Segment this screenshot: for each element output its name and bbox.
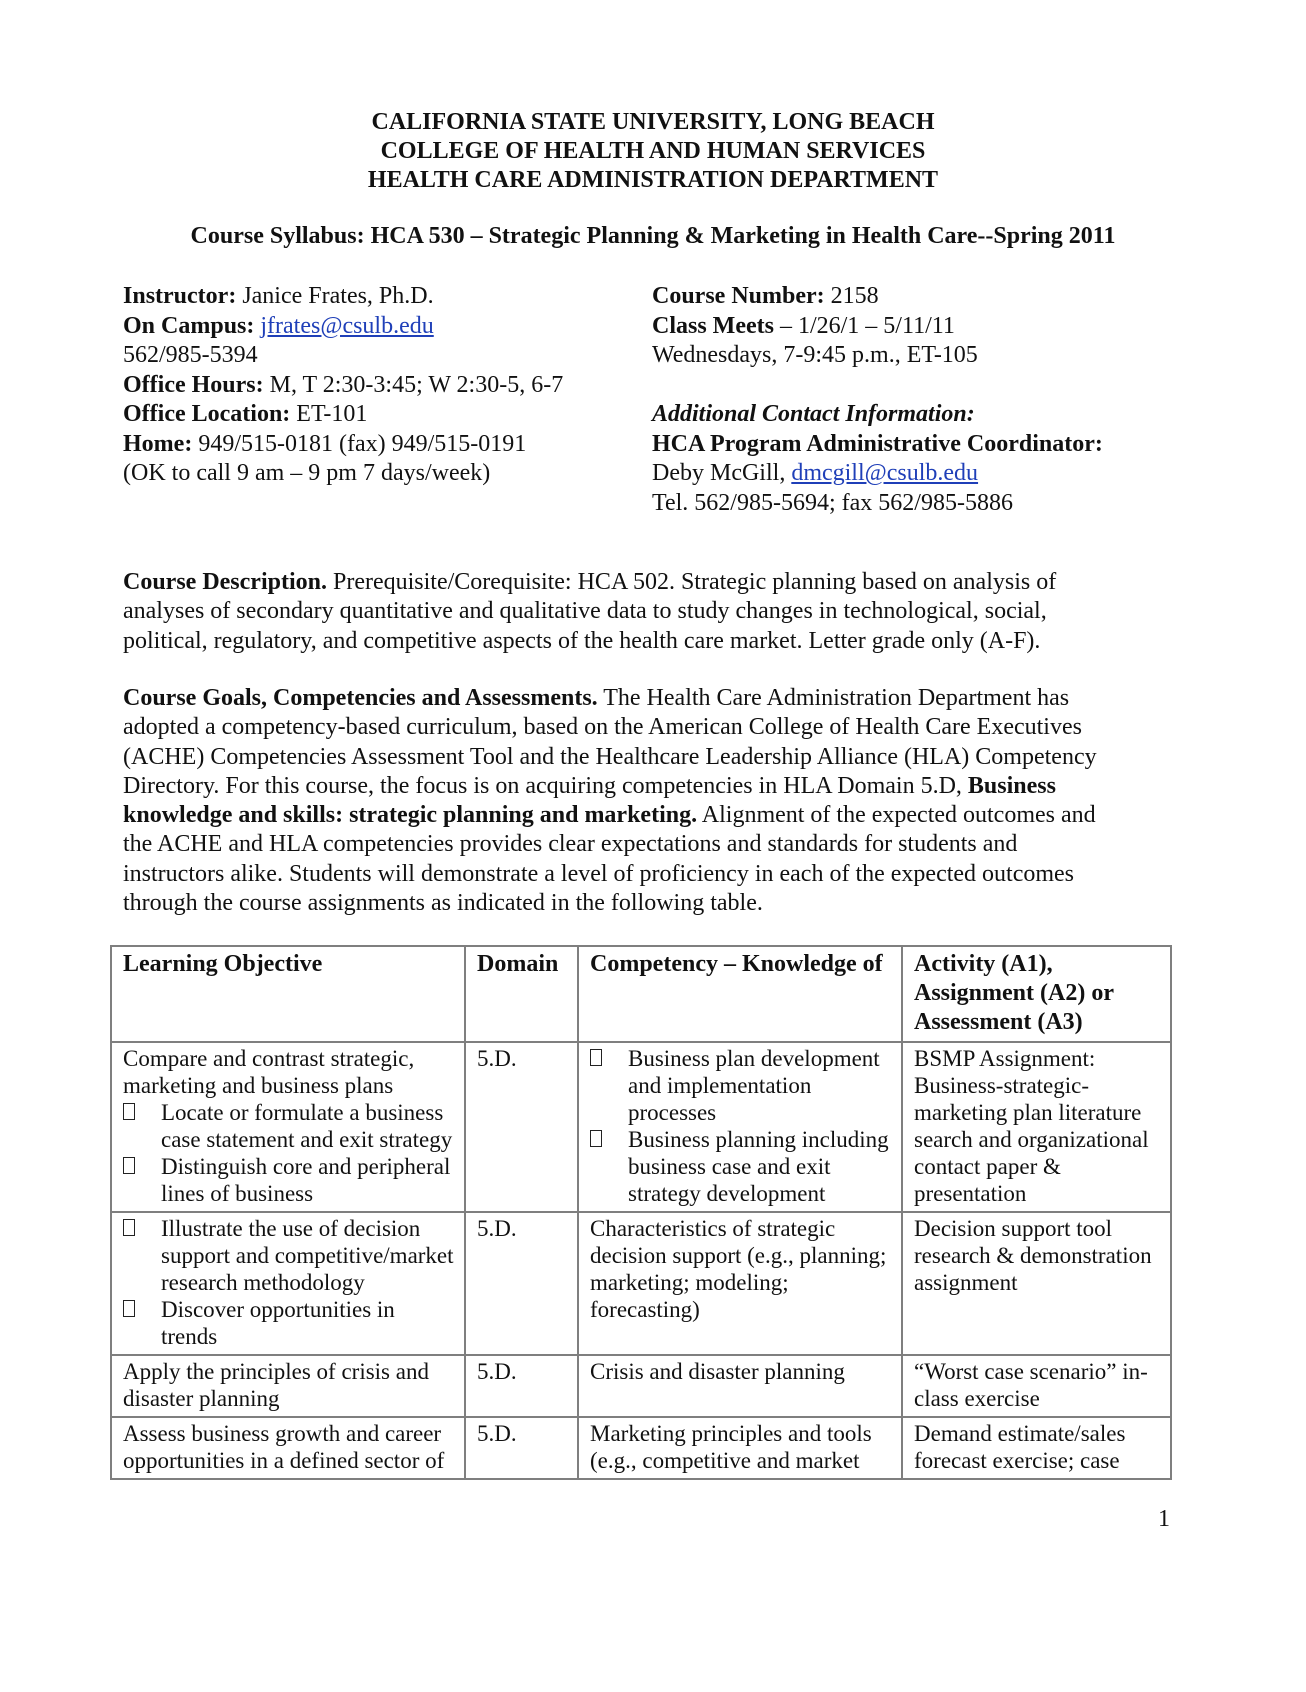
goals-text: the ACHE and HLA competencies provides clear expectations and standards for students and xyxy=(123,831,1018,858)
college-name: COLLEGE OF HEALTH AND HUMAN SERVICES xyxy=(380,138,926,164)
competency-table xyxy=(110,945,1172,1480)
objective-bullet xyxy=(123,1099,456,1153)
office-location-label: Office Location: xyxy=(123,401,291,427)
goals-text: Alignment of the expected outcomes and xyxy=(697,802,1096,829)
description-text: Prerequisite/Corequisite: HCA 502. Strategic planning based on analysis of xyxy=(326,569,1057,595)
home-phone-value: 949/515-0181 (fax) 949/515-0191 xyxy=(192,430,527,457)
competency-bullet-text: Business planning including business case and exit strategy development xyxy=(628,1127,889,1206)
competency-cell: Marketing principles and tools (e.g., competitive and market xyxy=(578,1417,902,1479)
table-row xyxy=(111,1355,1171,1417)
course-description xyxy=(123,568,1183,656)
on-campus-label: On Campus: xyxy=(123,312,255,339)
objective-cell: Apply the principles of crisis and disaster planning xyxy=(111,1355,465,1417)
table-row xyxy=(111,1212,1171,1355)
department-name: HEALTH CARE ADMINISTRATION DEPARTMENT xyxy=(367,167,939,193)
objective-cell xyxy=(111,1042,465,1212)
table-row xyxy=(111,1042,1171,1212)
goals-emphasis: Business xyxy=(967,772,1056,799)
description-text: analyses of secondary quantitative and qualitative data to study changes in technological, social, xyxy=(123,598,1047,625)
instructor-label: Instructor: xyxy=(123,283,237,309)
class-meets-value: – 1/26/1 – 5/11/11 xyxy=(773,312,955,339)
bullet-box-icon xyxy=(123,1300,135,1317)
coordinator-name: Deby McGill, xyxy=(652,460,792,486)
coordinator-label: HCA Program Administrative Coordinator: xyxy=(652,430,1103,457)
bullet-box-icon xyxy=(123,1103,135,1120)
objective-text: Compare and contrast strategic, marketing and business plans xyxy=(123,1046,415,1098)
campus-phone: 562/985-5394 xyxy=(123,342,258,368)
call-note: (OK to call 9 am – 9 pm 7 days/week) xyxy=(123,460,491,486)
goals-text: adopted a competency-based curriculum, based on the American College of Health Care Executives xyxy=(123,714,1082,741)
office-hours-label: Office Hours: xyxy=(123,371,264,398)
syllabus-title: Course Syllabus: HCA 530 – Strategic Planning & Marketing in Health Care--Spring 2011 xyxy=(190,223,1116,249)
activity-cell: BSMP Assignment: Business-strategic-marketing plan literature search and organizational contact paper & presentation xyxy=(902,1042,1171,1212)
header-competency: Competency – Knowledge of xyxy=(578,946,902,1042)
header-activity: Activity (A1), Assignment (A2) or Assessment (A3) xyxy=(902,946,1171,1042)
goals-emphasis: knowledge and skills: strategic planning and marketing. xyxy=(123,802,698,829)
additional-contact-label: Additional Contact Information: xyxy=(652,401,975,427)
university-name: CALIFORNIA STATE UNIVERSITY, LONG BEACH xyxy=(371,109,935,135)
bullet-box-icon xyxy=(123,1157,135,1174)
course-info xyxy=(652,282,1212,518)
class-meets-detail: Wednesdays, 7-9:45 p.m., ET-105 xyxy=(652,342,978,368)
office-location-value: ET-101 xyxy=(290,401,368,427)
domain-cell: 5.D. xyxy=(465,1042,578,1212)
goals-label: Course Goals, Competencies and Assessments. xyxy=(123,685,598,711)
header-domain: Domain xyxy=(465,946,578,1042)
objective-bullet xyxy=(123,1153,456,1207)
bullet-box-icon xyxy=(590,1130,602,1147)
objective-bullet-text: Distinguish core and peripheral lines of business xyxy=(161,1154,451,1206)
domain-cell: 5.D. xyxy=(465,1355,578,1417)
coordinator-phone: Tel. 562/985-5694; fax 562/985-5886 xyxy=(652,489,1013,516)
class-meets-label: Class Meets xyxy=(652,312,774,339)
bullet-box-icon xyxy=(123,1219,135,1236)
competency-cell: Crisis and disaster planning xyxy=(578,1355,902,1417)
description-text: political, regulatory, and competitive aspects of the health care market. Letter grade only (A-F). xyxy=(123,627,1041,654)
page-number: 1 xyxy=(1158,1506,1170,1532)
goals-text: (ACHE) Competencies Assessment Tool and the Healthcare Leadership Alliance (HLA) Competency xyxy=(123,743,1097,770)
competency-bullet xyxy=(590,1045,893,1126)
competency-cell: Characteristics of strategic decision support (e.g., planning; marketing; modeling; forecasting) xyxy=(578,1212,902,1355)
objective-bullet xyxy=(123,1296,456,1350)
competency-bullet-text: Business plan development and implementation processes xyxy=(628,1046,880,1125)
goals-text: instructors alike. Students will demonstrate a level of proficiency in each of the expected outcomes xyxy=(123,860,1075,887)
instructor-name: Janice Frates, Ph.D. xyxy=(236,283,434,309)
table-header-row xyxy=(111,946,1171,1042)
course-goals xyxy=(123,684,1183,918)
coordinator-email-link[interactable]: dmcgill@csulb.edu xyxy=(791,460,979,486)
objective-bullet-text: Discover opportunities in trends xyxy=(161,1297,395,1349)
office-hours-value: M, T 2:30-3:45; W 2:30-5, 6-7 xyxy=(263,371,564,398)
competency-cell xyxy=(578,1042,902,1212)
activity-cell: Decision support tool research & demonstration assignment xyxy=(902,1212,1171,1355)
objective-cell xyxy=(111,1212,465,1355)
competency-bullet xyxy=(590,1126,893,1207)
objective-bullet-text: Locate or formulate a business case statement and exit strategy xyxy=(161,1100,453,1152)
table-row xyxy=(111,1417,1171,1479)
instructor-email-link[interactable]: jfrates@csulb.edu xyxy=(260,312,434,339)
goals-text: through the course assignments as indicated in the following table. xyxy=(123,890,763,917)
goals-text: Directory. For this course, the focus is on acquiring competencies in HLA Domain 5.D, xyxy=(123,772,968,799)
objective-bullet xyxy=(123,1215,456,1296)
home-label: Home: xyxy=(123,430,193,457)
description-label: Course Description. xyxy=(123,569,327,595)
domain-cell: 5.D. xyxy=(465,1212,578,1355)
instructor-info xyxy=(123,282,643,489)
activity-cell: “Worst case scenario” in-class exercise xyxy=(902,1355,1171,1417)
university-header xyxy=(0,108,1306,195)
course-number-value: 2158 xyxy=(824,283,879,309)
goals-text: The Health Care Administration Department has xyxy=(597,685,1070,711)
domain-cell: 5.D. xyxy=(465,1417,578,1479)
activity-cell: Demand estimate/sales forecast exercise; case xyxy=(902,1417,1171,1479)
header-learning-objective: Learning Objective xyxy=(111,946,465,1042)
objective-cell: Assess business growth and career opportunities in a defined sector of xyxy=(111,1417,465,1479)
objective-bullet-text: Illustrate the use of decision support and competitive/market research methodology xyxy=(161,1216,454,1295)
bullet-box-icon xyxy=(590,1049,602,1066)
course-number-label: Course Number: xyxy=(652,283,825,309)
